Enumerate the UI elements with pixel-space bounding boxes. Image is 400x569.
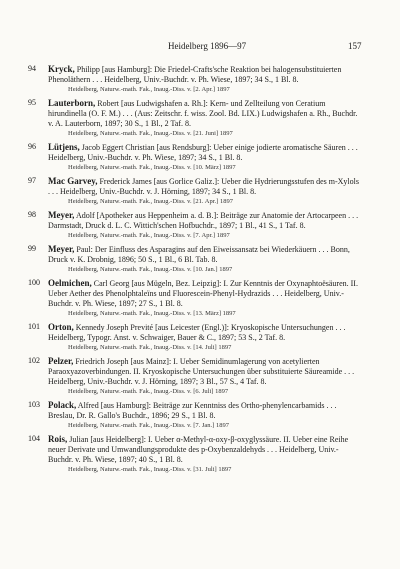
entry-description: Friedrich Joseph [aus Mainz]: I. Ueber Semidinumlagerung von acetylierten Paraoxyazoverbindungen. II. Kryoskopische Untersuchungen über substituierte Säureamide . . . Heidelberg, Univ.-Buchdr. v. J. Hörning, 1897; 3 Bl., 57 S., 4 Taf. 8. [48,357,355,386]
entry [0,176,400,206]
author-name: Meyer, [48,210,75,220]
author-name: Oelmichen, [48,278,92,288]
entry-number: 103 [28,400,40,409]
running-title: Heidelberg 1896—97 [168,41,247,51]
entry-text [48,142,361,163]
entry-text [48,176,361,197]
author-name: Meyer, [48,244,75,254]
entry-number: 98 [28,210,36,219]
entry-description: Adolf [Apotheker aus Heppenheim a. d. B.]: Beiträge zur Anatomie der Artocarpeen . . . Darmstadt, Druck d. L. C. Wittich'schen Hofbuchdr., 1897; 1 Bl., 41 S., 1 Taf. 8. [48,211,359,230]
entry-description: Robert [aus Ludwigshafen a. Rh.]: Kern- und Zellteilung von Ceratium hirundinella (O. F. M.) . . . (Aus: Zeitschr. f. wiss. Zool. Bd. LIX.) Ludwigshafen a. Rh., Buchdr. v. A. Lauterborn, 1897; 30 S., 1 Bl., 2 Taf. 8. [48,99,358,128]
entry-text [48,98,361,129]
entry-text [48,64,361,85]
author-name: Lauterborn, [48,98,96,108]
entry-note: Heidelberg, Naturw.-math. Fak., Inaug.-Diss. v. [21. Apr.] 1897 [68,198,233,205]
entry-text [48,244,361,265]
entry [0,278,400,318]
entry [0,322,400,352]
entry-number: 99 [28,244,36,253]
entry-text [48,322,361,343]
author-name: Pelzer, [48,356,74,366]
author-name: Kryck, [48,64,75,74]
page-header [0,41,400,55]
entry-number: 104 [28,434,40,443]
entry-text [48,356,361,387]
entry [0,400,400,430]
author-name: Mac Garvey, [48,176,98,186]
entry-note: Heidelberg, Naturw.-math. Fak., Inaug.-Diss. v. [10. Jan.] 1897 [68,266,233,273]
page-number: 157 [348,41,362,51]
author-name: Polack, [48,400,77,410]
entry-description: Philipp [aus Hamburg]: Die Friedel-Crafts'sche Reaktion bei halogensubstituierten Phenoläthern . . . Heidelberg, Univ.-Buchdr. v. Ph. Wiese, 1897; 34 S., 1 Bl. 8. [48,65,342,84]
entry-description: Kennedy Joseph Previté [aus Leicester (Engl.)]: Kryoskopische Untersuchungen . . . Heidelberg, Typogr. Anst. v. Schwaiger, Bauer & C., 1897; 53 S., 2 Taf. 8. [48,323,346,342]
entry-description: Frederick James [aus Gorlice Galiz.]: Ueber die Hydrierungsstufen des m-Xylols . . . Heidelberg, Univ.-Buchdr. v. J. Hörning, 1897; 34 S., 1 Bl. 8. [48,177,359,196]
entry [0,98,400,138]
entry-number: 95 [28,98,36,107]
entry [0,356,400,396]
entry-description: Paul: Der Einfluss des Asparagins auf den Eiweissansatz bei Wiederkäuern . . . Bonn, Druck v. K. Drobnig, 1896; 50 S., 1 Bl., 6 Bl. Tab. 8. [48,245,350,264]
entry-note: Heidelberg, Naturw.-math. Fak., Inaug.-Diss. v. [2. Apr.] 1897 [68,86,230,93]
entry-note: Heidelberg, Naturw.-math. Fak., Inaug.-Diss. v. [7. Apr.] 1897 [68,232,230,239]
entry [0,244,400,274]
entry-note: Heidelberg, Naturw.-math. Fak., Inaug.-Diss. v. [7. Jan.] 1897 [68,422,229,429]
entry-note: Heidelberg, Naturw.-math. Fak., Inaug.-Diss. v. [14. Juli] 1897 [68,344,232,351]
entry-note: Heidelberg, Naturw.-math. Fak., Inaug.-Diss. v. [21. Juni] 1897 [68,130,233,137]
author-name: Lütjens, [48,142,80,152]
entry-list [0,64,400,478]
author-name: Rois, [48,434,68,444]
author-name: Orton, [48,322,74,332]
entry [0,64,400,94]
entry-note: Heidelberg, Naturw.-math. Fak., Inaug.-Diss. v. [31. Juli] 1897 [68,466,232,473]
entry-text [48,400,361,421]
entry-note: Heidelberg, Naturw.-math. Fak., Inaug.-Diss. v. [6. Juli] 1897 [68,388,229,395]
entry-description: Jacob Eggert Christian [aus Rendsburg]: Ueber einige jodierte aromatische Säuren . . . Heidelberg, Univ.-Buchdr. v. Ph. Wiese, 1897; 34 S., 1 Bl. 8. [48,143,358,162]
entry-description: Julian [aus Heidelberg]: I. Ueber α-Methyl-α-oxy-β-oxyglyssäure. II. Ueber eine Reihe neuer Derivate und Umwandlungsprodukte des p-Oxybenzaldehyds . . . Heidelberg, Univ.-Buchdr. v. Ph. Wiese, 1897; 40 S., 1 Bl. 8. [48,435,349,464]
entry [0,142,400,172]
entry-text [48,278,361,309]
entry [0,434,400,474]
entry-note: Heidelberg, Naturw.-math. Fak., Inaug.-Diss. v. [10. März] 1897 [68,164,236,171]
entry-text [48,434,361,465]
entry-number: 97 [28,176,36,185]
entry-description: Carl Georg [aus Mügeln, Bez. Leipzig]: I. Zur Kenntnis der Oxynaphtoësäuren. II. Ueber Aether des Phenolphtaleïns und Fluorescein-Phenyl-Hydrazids . . . Heidelberg, Univ.-Buchdr. v. Ph. Wiese, 1897; 27 S., 1 Bl. 8. [48,279,358,308]
entry [0,210,400,240]
entry-number: 101 [28,322,40,331]
entry-number: 102 [28,356,40,365]
entry-text [48,210,361,231]
entry-number: 96 [28,142,36,151]
entry-number: 100 [28,278,40,287]
entry-number: 94 [28,64,36,73]
entry-note: Heidelberg, Naturw.-math. Fak., Inaug.-Diss. v. [13. März] 1897 [68,310,236,317]
entry-description: Alfred [aus Hamburg]: Beiträge zur Kenntniss des Ortho-phenylencarbamids . . . Breslau, Dr. R. Gallo's Buchdr., 1896; 29 S., 1 Bl. 8. [48,401,337,420]
